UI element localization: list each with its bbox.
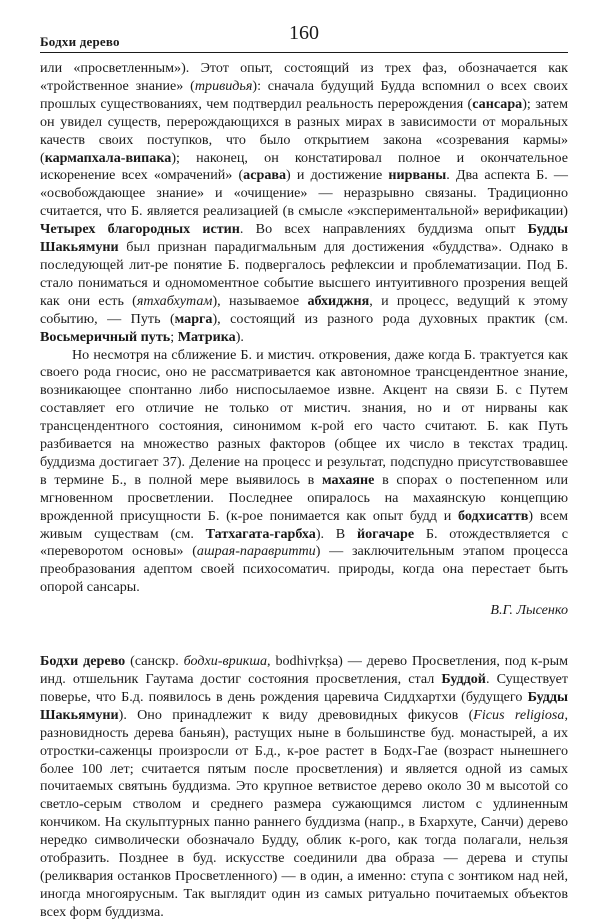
term-bold: Будды Шакьямуни <box>40 688 568 723</box>
text-run: , bodhivṛkṣa) — дерево Просветления, под к-рым инд. отшельник Гаутама достиг состояния просветления, стал <box>40 653 569 687</box>
term-bold: йогачаре <box>356 525 415 542</box>
text-run: , и процесс, ведущий к этому событию, — Путь ( <box>40 292 568 327</box>
text-run: ) и достижение <box>286 167 389 184</box>
page-header <box>40 20 568 50</box>
term-bold: нирваны <box>388 167 447 184</box>
term-bold: Бодхи дерево <box>40 653 126 670</box>
text-run: ). <box>235 328 244 345</box>
term-bold: Матрика <box>177 328 236 345</box>
text-run: ; <box>170 328 178 345</box>
author-signature: В.Г. Лысенко <box>490 602 568 619</box>
term-bold: бодхисаттв <box>458 507 529 524</box>
text-run: . Два аспекта Б. — «освобождающее знание» и «очищение» — неразрывно связаны. Традиционно считается, что Б. является реализацией (в смысле «экспериментальной» верификации) <box>40 167 568 220</box>
text-run: ) всем живым существам (см. <box>40 507 569 542</box>
text-run: , разновидность дерева баньян), растущих ныне в большинстве буд. монастырей, а их отростки-саженцы произросли от Б.д., к-рое растет в Бодх-Гае (возраст нынешнего более 100 лет; считается пятым после просветления) и является одной из самых почитаемых святынь буддизма. Это крупное ветвистое дерево около 30 м высотой со светло-серым стволом и среднего размера сужающимся листом с удлиненным кончиком. На скульптурных панно раннего буддизма (напр., в Бхархуте, Санчи) дерево нередко символически обозначало Будду, облик к-рого, как тогда полагали, нельзя отобразить. Позднее в буд. искусстве соединили два образа — дерева и ступы (реликвария останков Просветленного) — в один, а именно: ступа с зонтиком над ней, иногда многоярусным. Так выглядит один из самых ритуально почитаемых объектов всех форм буддизма. <box>40 706 568 920</box>
text-run: ): сначала будущий Будда вспомнил о всех своих прошлых существованиях, чем подтвердил реальность перерождения ( <box>40 77 568 112</box>
term-italic: ашрая-паравритти <box>196 543 316 560</box>
entry-bodhi-tree <box>40 653 568 922</box>
term-bold: Будды Шакьямуни <box>40 221 568 256</box>
paragraph-continuation <box>40 60 568 347</box>
text-run: ), называемое <box>212 292 308 309</box>
article-body <box>40 60 568 922</box>
term-bold: Буддой <box>441 671 486 687</box>
text-run: ) — заключительным этапом процесса преобразования адептом своей психосоматич. природы, когда она перестает быть опорой сансары. <box>40 543 568 596</box>
term-bold: марга <box>174 310 213 327</box>
text-run: ), состоящий из разного рода духовных практик (см. <box>212 310 568 327</box>
text-run: ). В <box>315 525 357 542</box>
term-bold: сансара <box>472 95 523 112</box>
header-rule <box>40 52 568 53</box>
paragraph-mysticism <box>40 347 568 598</box>
text-run: . Во всех направлениях буддизма опыт <box>239 221 528 238</box>
text-run: ); затем он увидел существ, перерождающихся в разных мирах в зависимости от моральных качеств своих поступков, что было открытием закона «созревания кармы» ( <box>40 95 568 166</box>
term-bold: абхиджня <box>307 292 370 309</box>
text-run: Но несмотря на сближение Б. и мистич. откровения, даже когда Б. трактуется как своего рода гносис, оно не рассматривается как автономное трансцендентное знание, возникающее спонтанно либо ниспосылаемое извне. Акцент на связи Б. с Путем составляет его отличие не только от мистич. знания, но и от нирваны как трансцендентного состояния, синонимом к-рой его часто считают. Б. как Путь разбивается на множество разных факторов (общее их число в текстах традиц. буддизма достигает 37). Деление на процесс и результат, подспудно присутствовавшее в термине Б., в полной мере выявилось в <box>40 346 568 488</box>
text-run: (санскр. <box>125 653 184 670</box>
term-italic: ятхабхутам <box>136 292 213 309</box>
page-number: 160 <box>289 22 319 44</box>
text-run: ). Оно принадлежит к виду древовидных фикусов ( <box>118 706 474 723</box>
text-run: ); наконец, он констатировал полное и окончательное искоренение всех «омрачений» ( <box>40 149 568 184</box>
term-italic: тривидья <box>194 77 253 94</box>
text-run: Б. отождествляется с «переворотом основы» ( <box>40 525 569 560</box>
term-bold: кармапхала-випака <box>44 149 172 166</box>
term-bold: Татхагата-гарбха <box>205 525 316 542</box>
term-bold: асрава <box>243 167 287 184</box>
text-run: в спорах о постепенном или мгновенном просветлении. Последнее опиралось на махаянскую концепцию врожденной присущности Б. (к-рое понимается как опыт будд и <box>40 471 568 524</box>
text-run: был признан парадигмальным для достижения «буддства». Однако в последующей лит-ре понятие Б. подвергалось рефлексии и проблематизации. Под Б. стало пониматься и одномоментное событие высшего интуитивного прозрения вещей как они есть ( <box>40 239 568 309</box>
text-run: или «просветленным»). Этот опыт, состоящий из трех фаз, обозначается как «тройственное знание» ( <box>40 60 568 94</box>
term-italic: Ficus religiosa <box>473 706 565 723</box>
text-run: . Существует поверье, что Б.д. появилось в день рождения царевича Сиддхартхи (будущего <box>40 671 568 705</box>
term-bold: Четырех благородных истин <box>40 221 240 238</box>
term-bold: Восьмеричный путь <box>40 328 171 345</box>
term-bold: махаяне <box>321 471 375 488</box>
term-italic: бодхи-врикша <box>183 653 268 670</box>
running-head: Бодхи дерево <box>40 34 120 49</box>
